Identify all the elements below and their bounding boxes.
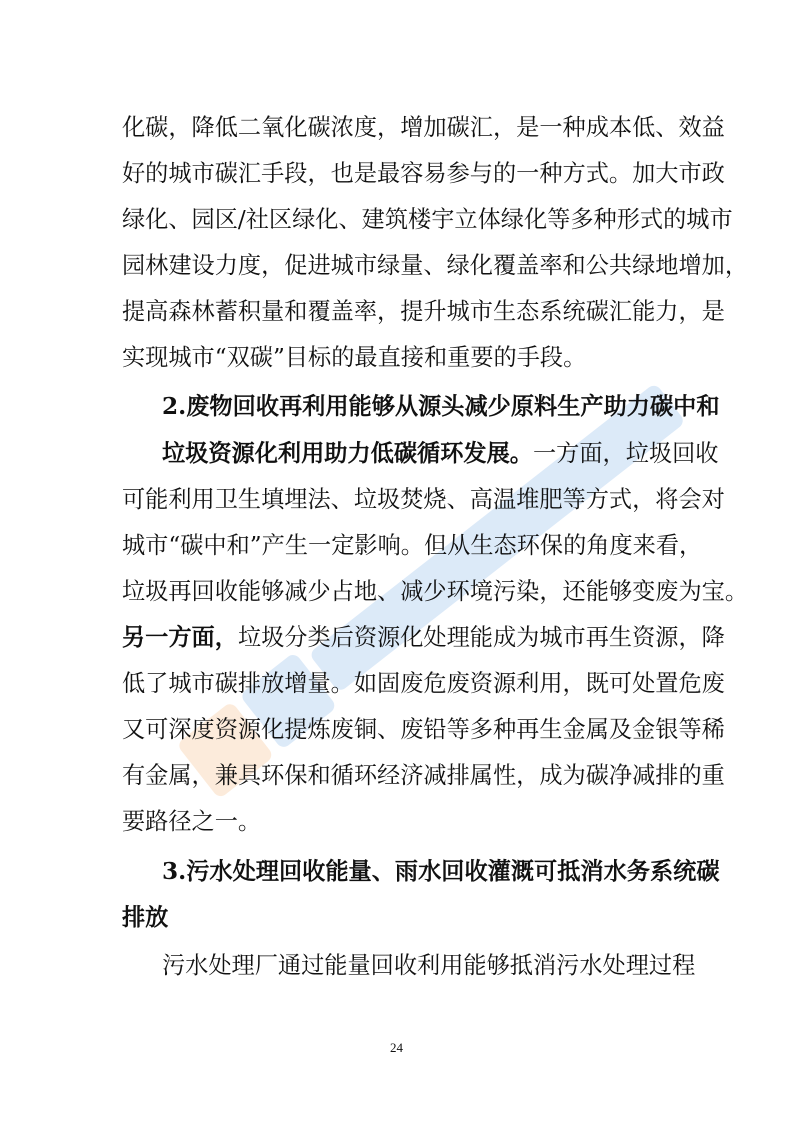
paragraph-2-lead-bold: 垃圾资源化利用助力低碳循环发展。 bbox=[162, 440, 533, 467]
body-line-5: 提高森林蓄积量和覆盖率，提升城市生态系统碳汇能力，是 bbox=[122, 298, 725, 325]
paragraph-2-line-6: 低了城市碳排放增量。如固废危废资源利用，既可处置危废 bbox=[122, 670, 725, 697]
body-line-2: 好的城市碳汇手段，也是最容易参与的一种方式。加大市政 bbox=[122, 160, 725, 187]
paragraph-2-line-1 bbox=[162, 432, 719, 476]
paragraph-2-other-bold: 另一方面， bbox=[122, 624, 238, 651]
paragraph-2-line-8: 有金属，兼具环保和循环经济减排属性，成为碳净减排的重 bbox=[122, 762, 725, 789]
section-heading-3-line-2: 排放 bbox=[122, 904, 169, 931]
section-heading-3-line-1: 3.污水处理回收能量、雨水回收灌溉可抵消水务系统碳 bbox=[162, 858, 720, 885]
body-line-4: 园林建设力度，促进城市绿量、绿化覆盖率和公共绿地增加， bbox=[122, 252, 749, 279]
paragraph-2-line-9: 要路径之一。 bbox=[122, 808, 262, 835]
paragraph-2-line-5 bbox=[122, 616, 725, 660]
paragraph-2-lead-rest: 一方面，垃圾回收 bbox=[533, 440, 719, 467]
paragraph-2-line-7: 又可深度资源化提炼废铜、废铅等多种再生金属及金银等稀 bbox=[122, 716, 725, 743]
paragraph-2-other-rest: 垃圾分类后资源化处理能成为城市再生资源，降 bbox=[237, 624, 725, 651]
paragraph-2-line-2: 可能利用卫生填埋法、垃圾焚烧、高温堆肥等方式，将会对 bbox=[122, 486, 725, 513]
paragraph-2-line-3: 城市“碳中和”产生一定影响。但从生态环保的角度来看， bbox=[122, 532, 703, 559]
page-number: 24 bbox=[390, 1040, 403, 1055]
body-line-3: 绿化、园区/社区绿化、建筑楼宇立体绿化等多种形式的城市 bbox=[122, 206, 733, 233]
section-heading-2: 2.废物回收再利用能够从源头减少原料生产助力碳中和 bbox=[162, 393, 720, 420]
paragraph-2-line-4: 垃圾再回收能够减少占地、减少环境污染，还能够变废为宝。 bbox=[122, 578, 749, 605]
paragraph-3-line-1: 污水处理厂通过能量回收利用能够抵消污水处理过程 bbox=[162, 952, 696, 979]
body-line-1: 化碳，降低二氧化碳浓度，增加碳汇，是一种成本低、效益 bbox=[122, 114, 725, 141]
body-line-6: 实现城市“双碳”目标的最直接和重要的手段。 bbox=[122, 344, 587, 371]
